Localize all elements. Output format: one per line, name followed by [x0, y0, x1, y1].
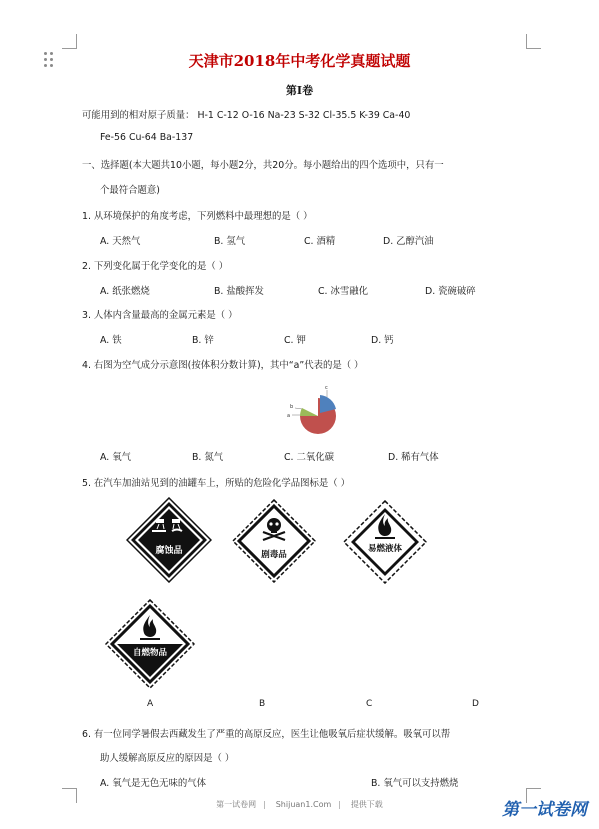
question-4-stem: 4. 右图为空气成分示意图(按体积分数计算)，其中“a”代表的是（ ）	[82, 360, 364, 371]
question-1-stem: 1. 从环境保护的角度考虑，下列燃料中最理想的是（ ）	[82, 211, 313, 222]
footer-site-name: 第一试卷网	[216, 800, 257, 809]
hazard-sign-flammable-liquid	[343, 500, 427, 584]
hazard-sign-toxic	[232, 499, 316, 583]
document-title: 天津市2018年中考化学真题试题	[188, 52, 411, 70]
pie-label-c: c	[325, 385, 328, 391]
q2-option-c: C. 冰雪融化	[318, 286, 369, 297]
q2-option-d: D. 瓷碗破碎	[425, 286, 476, 297]
question-3-stem: 3. 人体内含量最高的金属元素是（ ）	[82, 310, 238, 321]
sign-b-label: 剧毒品	[261, 550, 287, 560]
q3-option-c: C. 钾	[284, 335, 306, 346]
q2-option-a: A. 纸张燃烧	[100, 286, 150, 297]
q1-option-d: D. 乙醇汽油	[383, 236, 434, 247]
instruction-line-1: 一、选择题(本大题共10小题，每小题2分，共20分。每小题给出的四个选项中，只有一	[82, 160, 444, 171]
q3-option-b: B. 锌	[192, 335, 214, 346]
question-6-stem-line-2: 助人缓解高原反应的原因是（ ）	[100, 753, 235, 764]
q1-option-b: B. 氢气	[214, 236, 246, 247]
q4-option-d: D. 稀有气体	[388, 452, 439, 463]
q6-option-b: B. 氧气可以支持燃烧	[371, 778, 459, 789]
atomic-mass-line-1: 可能用到的相对原子质量： H-1 C-12 O-16 Na-23 S-32 Cl-35.5 K-39 Ca-40	[82, 110, 411, 121]
sign-letter-b: B	[259, 699, 266, 709]
crop-mark-top-left	[62, 34, 77, 49]
hazard-sign-corrosive	[126, 497, 212, 583]
q1-option-a: A. 天然气	[100, 236, 141, 247]
instruction-line-2: 个最符合题意)	[100, 185, 160, 196]
sign-letter-d: D	[472, 699, 479, 709]
pie-label-b: b	[290, 404, 294, 410]
pie-label-a: a	[287, 413, 291, 419]
hazard-sign-spontaneous-combustion	[105, 599, 195, 689]
q3-option-d: D. 钙	[371, 335, 394, 346]
q1-option-c: C. 酒精	[304, 236, 336, 247]
sign-letter-c: C	[366, 699, 373, 709]
q2-option-b: B. 盐酸挥发	[214, 286, 264, 297]
sign-d-label: 自燃物品	[132, 648, 168, 658]
sign-a-label: 腐蚀品	[155, 546, 183, 556]
sign-c-label: 易燃液体	[367, 544, 403, 554]
question-6-stem-line-1: 6. 有一位同学暑假去西藏发生了严重的高原反应，医生让他吸氧后症状缓解。吸氧可以帮	[82, 729, 451, 740]
q4-option-a: A. 氧气	[100, 452, 131, 463]
question-2-stem: 2. 下列变化属于化学变化的是（ ）	[82, 261, 229, 272]
footer-site-url[interactable]: Shijuan1.Com	[275, 800, 332, 809]
question-5-stem: 5. 在汽车加油站见到的油罐车上，所贴的危险化学品图标是（ ）	[82, 478, 351, 489]
section-heading: 第Ⅰ卷	[285, 84, 314, 97]
atomic-mass-line-2: Fe-56 Cu-64 Ba-137	[100, 132, 194, 143]
q6-option-a: A. 氧气是无色无味的气体	[100, 778, 206, 789]
q3-option-a: A. 铁	[100, 335, 122, 346]
pie-slice-b	[300, 408, 318, 416]
q4-option-c: C. 二氧化碳	[284, 452, 335, 463]
footer-download-note: 提供下载	[350, 800, 383, 809]
crop-mark-top-right	[526, 34, 541, 49]
air-composition-pie-chart	[282, 384, 352, 444]
brand-watermark: 第一试卷网	[502, 800, 587, 820]
q4-option-b: B. 氮气	[192, 452, 224, 463]
sign-letter-a: A	[147, 699, 154, 709]
